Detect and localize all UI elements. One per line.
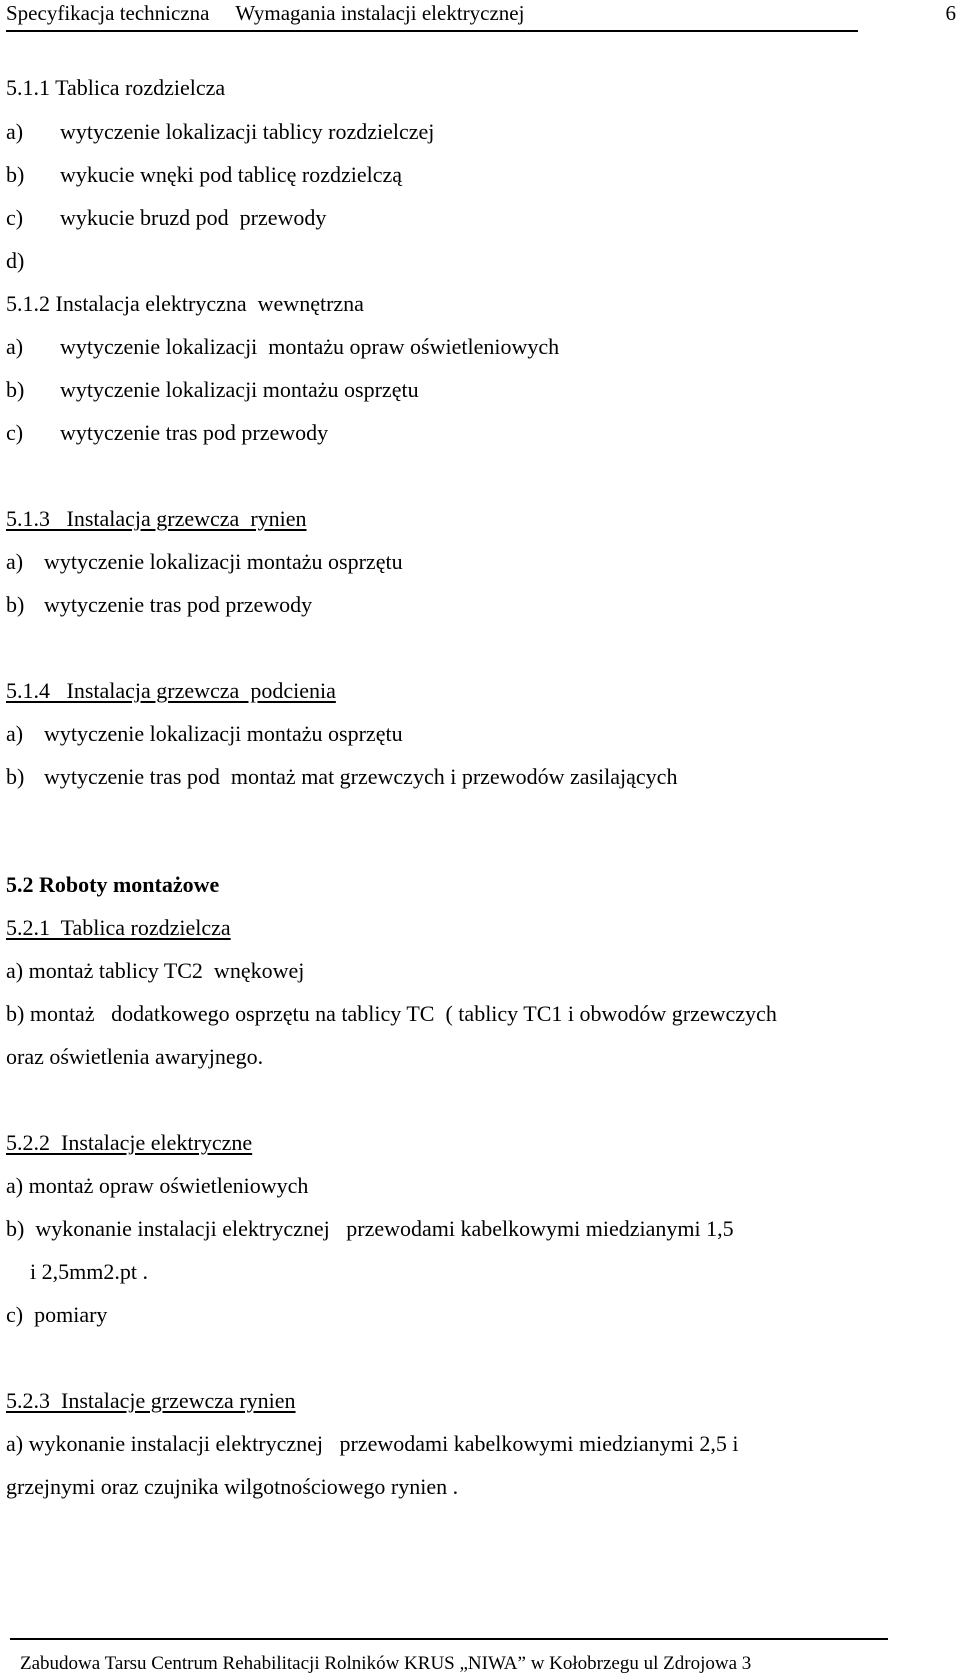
page-number: 6	[945, 1, 956, 25]
header-title: Specyfikacja techniczna Wymagania instalacji elektrycznej	[6, 1, 525, 25]
list-item: oraz oświetlenia awaryjnego.	[6, 1044, 264, 1069]
page-footer: Zabudowa Tarsu Centrum Rehabilitacji Rolników KRUS „NIWA” w Kołobrzegu ul Zdrojowa 3	[20, 1653, 752, 1674]
list-item: grzejnymi oraz czujnika wilgotnościowego rynien .	[6, 1474, 459, 1499]
list-item: b) wykonanie instalacji elektrycznej przewodami kabelkowymi miedzianymi 1,5	[6, 1216, 734, 1241]
page-header	[6, 0, 956, 30]
list-item: i 2,5mm2.pt .	[30, 1259, 148, 1284]
header-divider	[6, 30, 858, 32]
footer-divider	[10, 1638, 888, 1640]
list-item: a) wykonanie instalacji elektrycznej przewodami kabelkowymi miedzianymi 2,5 i	[6, 1431, 739, 1456]
list-item: a) montaż tablicy TC2 wnękowej	[6, 958, 305, 983]
list-item: b) montaż dodatkowego osprzętu na tablicy TC ( tablicy TC1 i obwodów grzewczych	[6, 1001, 777, 1026]
list-item: a) montaż opraw oświetleniowych	[6, 1173, 309, 1198]
list-item: c) pomiary	[6, 1302, 108, 1327]
